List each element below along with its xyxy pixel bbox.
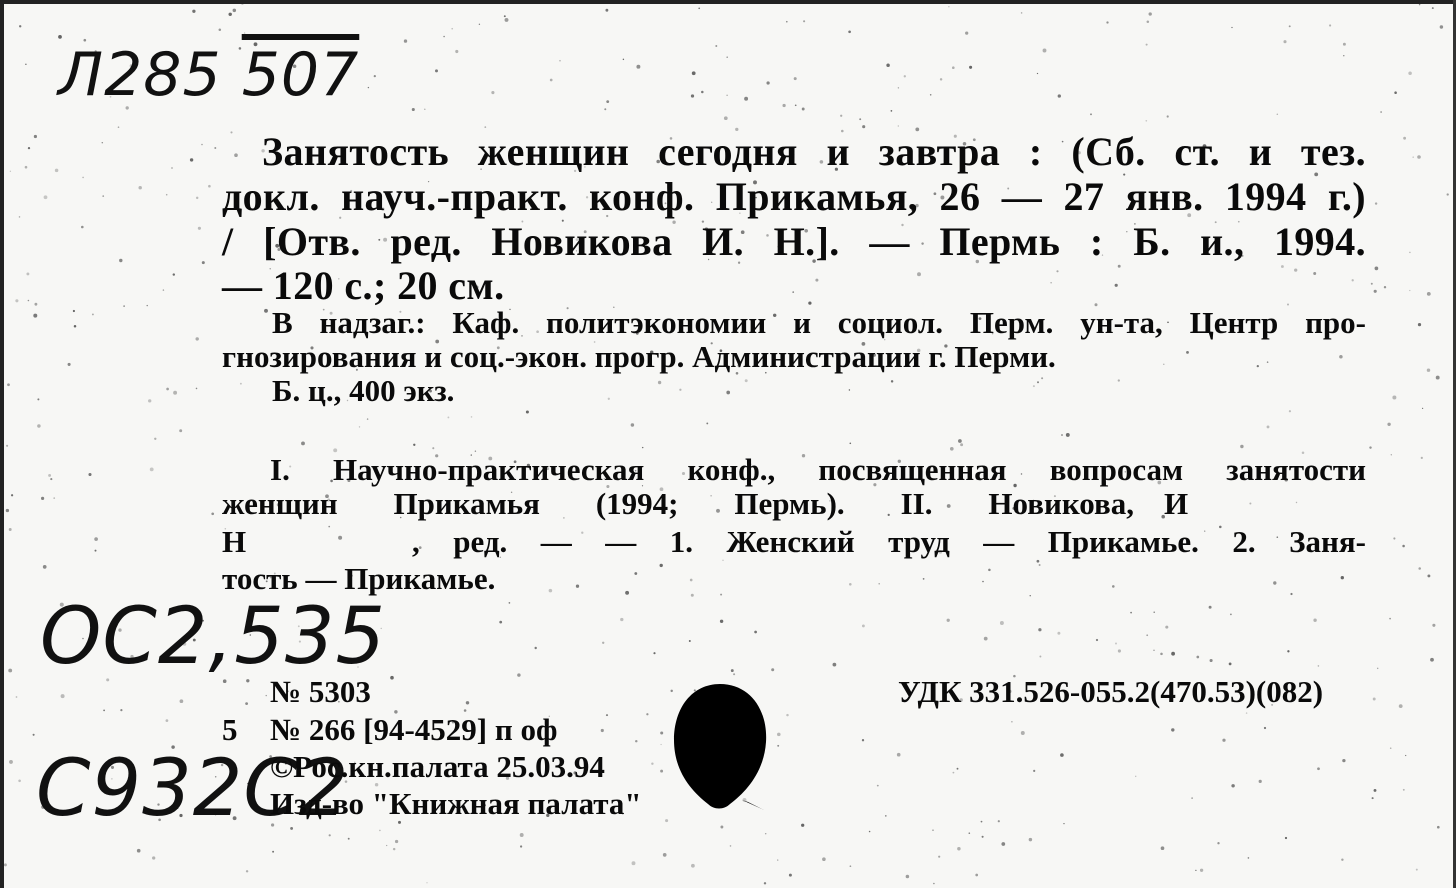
tracing-line-3a: Н [222,524,247,559]
note-line-1: В надзаг.: Каф. политэкономии и социол. Перм. ун-та, Центр про- [272,305,1366,340]
title-line-4: — 120 с.; 20 см. [222,263,505,308]
handwritten-classification-code: С932С2 [36,744,350,834]
imprint-prefix: 5 [222,712,238,747]
title-line-3: / [Отв. ред. Новикова И. Н.]. — Пермь : Б. и., 1994. [222,219,1366,264]
handwritten-call-number [58,40,359,110]
note-line-3: Б. ц., 400 экз. [272,373,455,408]
imprint-line-2: № 266 [94-4529] п оф [270,712,558,747]
title-line-1: Занятость женщин сегодня и завтра : (Сб. ст. и тез. [262,129,1366,174]
imprint-line-4: Изд-во "Книжная палата" [270,786,642,821]
ink-blot [672,680,768,812]
handwritten-call-number-main: Л285 [58,40,222,110]
title-line-2: докл. науч.-практ. конф. Прикамья, 26 — 27 янв. 1994 г.) [222,174,1366,219]
tracing-line-2b: И [1164,486,1189,521]
card-edge-left [0,0,4,888]
handwritten-shelf-code: ОС2,535 [40,592,387,682]
tracing-line-1: I. Научно-практическая конф., посвященная вопросам занятости [270,452,1366,487]
tracing-line-4: тость — Прикамье. [222,561,496,596]
tracing-line-3b: , ред. — — 1. Женский труд — Прикамье. 2. Заня- [412,524,1366,559]
tracing-line-2a: женщин Прикамья (1994; Пермь). II. Новикова, [222,486,1134,521]
card-number: № 5303 [270,674,371,709]
card-edge-top [0,0,1456,4]
note-line-2: гнозирования и соц.-экон. прогр. Администрации г. Перми. [222,339,1056,374]
handwritten-call-number-suffix: 507 [241,40,360,110]
imprint-line-3: ©Рос.кн.палата 25.03.94 [270,749,605,784]
udc-code: УДК 331.526-055.2(470.53)(082) [898,674,1324,709]
